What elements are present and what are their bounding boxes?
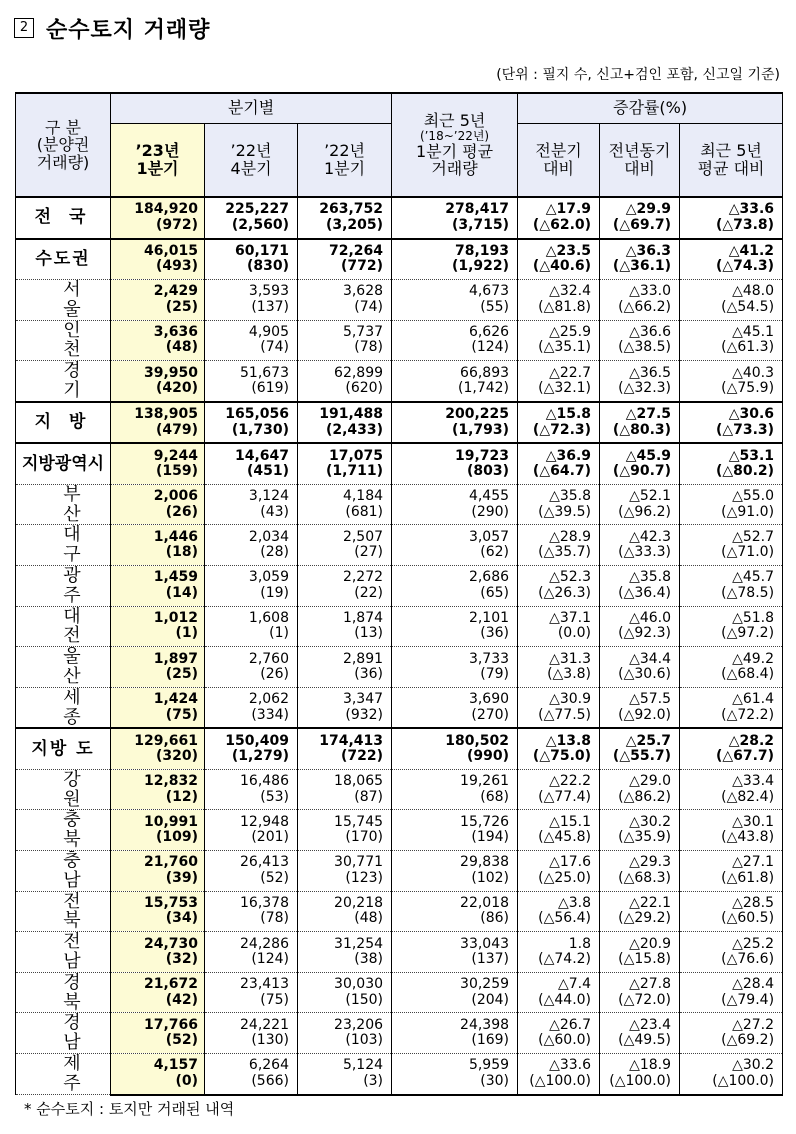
table-row — [16, 320, 783, 361]
table-cell: △18.9 (△100.0) — [600, 1054, 680, 1095]
table-row — [16, 728, 783, 769]
table-row — [16, 1054, 783, 1095]
table-cell: △36.5 (△32.3) — [600, 361, 680, 402]
table-cell: △40.3 (△75.9) — [680, 361, 783, 402]
table-cell: △32.4 (△81.8) — [518, 280, 600, 321]
table-cell: 30,259 (204) — [392, 972, 518, 1013]
table-cell: 29,838 (102) — [392, 851, 518, 892]
table-cell: 12,948 (201) — [205, 810, 298, 851]
table-cell: 72,264 (772) — [298, 239, 392, 280]
table-cell: 24,398 (169) — [392, 1013, 518, 1054]
table-cell: 2,891 (36) — [298, 647, 392, 688]
table-cell: △25.9 (△35.1) — [518, 320, 600, 361]
table-cell: △29.0 (△86.2) — [600, 769, 680, 810]
land-transaction-table — [15, 92, 783, 1096]
table-cell: 1,608 (1) — [205, 606, 298, 647]
table-row — [16, 687, 783, 728]
table-cell: △52.7 (△71.0) — [680, 525, 783, 566]
table-row — [16, 851, 783, 892]
table-cell: △13.8 (△75.0) — [518, 728, 600, 769]
row-label: 세 종 — [16, 687, 111, 728]
table-cell: 2,006 (26) — [111, 484, 205, 525]
table-cell: 16,378 (78) — [205, 891, 298, 932]
table-cell: △42.3 (△33.3) — [600, 525, 680, 566]
row-label: 제 주 — [16, 1054, 111, 1095]
table-cell: 1,424 (75) — [111, 687, 205, 728]
table-cell: △23.4 (△49.5) — [600, 1013, 680, 1054]
page-title: 순수토지 거래량 — [46, 17, 211, 43]
table-cell: 4,905 (74) — [205, 320, 298, 361]
table-cell: 1,446 (18) — [111, 525, 205, 566]
table-cell: △25.7 (△55.7) — [600, 728, 680, 769]
row-label: 전 남 — [16, 932, 111, 973]
table-cell: 191,488 (2,433) — [298, 402, 392, 444]
table-cell: △55.0 (△91.0) — [680, 484, 783, 525]
table-cell: △30.6 (△73.3) — [680, 402, 783, 444]
table-row — [16, 525, 783, 566]
table-cell: △15.1 (△45.8) — [518, 810, 600, 851]
header-avg-compare: 최근 5년 평균 대비 — [680, 123, 783, 197]
table-cell: 16,486 (53) — [205, 769, 298, 810]
row-label: 대 구 — [16, 525, 111, 566]
table-cell: 3,628 (74) — [298, 280, 392, 321]
table-cell: 4,157 (0) — [111, 1054, 205, 1095]
table-cell: 180,502 (990) — [392, 728, 518, 769]
table-cell: △27.5 (△80.3) — [600, 402, 680, 444]
table-cell: △57.5 (△92.0) — [600, 687, 680, 728]
table-cell: 60,171 (830) — [205, 239, 298, 280]
table-cell: △51.8 (△97.2) — [680, 606, 783, 647]
row-label: 지방 도 — [16, 728, 111, 769]
table-cell: △33.4 (△82.4) — [680, 769, 783, 810]
row-label: 수도권 — [16, 239, 111, 280]
table-cell: △22.7 (△32.1) — [518, 361, 600, 402]
table-cell: 39,950 (420) — [111, 361, 205, 402]
table-row — [16, 443, 783, 484]
table-row — [16, 361, 783, 402]
unit-note: (단위 : 필지 수, 신고+검인 포함, 신고일 기준) — [496, 67, 780, 83]
row-label: 충 남 — [16, 851, 111, 892]
table-cell: △25.2 (△76.6) — [680, 932, 783, 973]
table-row — [16, 810, 783, 851]
table-cell: 4,673 (55) — [392, 280, 518, 321]
table-cell: 6,626 (124) — [392, 320, 518, 361]
table-cell: 10,991 (109) — [111, 810, 205, 851]
table-cell: 4,184 (681) — [298, 484, 392, 525]
table-cell: 23,413 (75) — [205, 972, 298, 1013]
table-cell: 51,673 (619) — [205, 361, 298, 402]
row-label: 경 기 — [16, 361, 111, 402]
table-cell: △28.9 (△35.7) — [518, 525, 600, 566]
table-cell: 2,272 (22) — [298, 565, 392, 606]
header-prev-quarter: 전분기 대비 — [518, 123, 600, 197]
table-cell: 19,723 (803) — [392, 443, 518, 484]
header-avg5: 최근 5년 (’18~’22년) 1분기 평균 거래량 — [392, 93, 518, 197]
table-cell: 2,062 (334) — [205, 687, 298, 728]
table-cell: △36.6 (△38.5) — [600, 320, 680, 361]
table-cell: △52.3 (△26.3) — [518, 565, 600, 606]
header-q23-1: ’23년 1분기 — [111, 123, 205, 197]
table-cell: △29.9 (△69.7) — [600, 197, 680, 239]
table-cell: △41.2 (△74.3) — [680, 239, 783, 280]
table-cell: △36.9 (△64.7) — [518, 443, 600, 484]
row-label: 강 원 — [16, 769, 111, 810]
table-cell: 22,018 (86) — [392, 891, 518, 932]
table-cell: 4,455 (290) — [392, 484, 518, 525]
table-cell: △28.4 (△79.4) — [680, 972, 783, 1013]
table-row — [16, 972, 783, 1013]
section-number: 2 — [14, 18, 34, 38]
table-cell: 2,760 (26) — [205, 647, 298, 688]
table-cell: 3,690 (270) — [392, 687, 518, 728]
table-cell: 17,075 (1,711) — [298, 443, 392, 484]
table-cell: 2,686 (65) — [392, 565, 518, 606]
table-cell: △33.0 (△66.2) — [600, 280, 680, 321]
table-cell: 31,254 (38) — [298, 932, 392, 973]
table-cell: 66,893 (1,742) — [392, 361, 518, 402]
table-cell: 2,034 (28) — [205, 525, 298, 566]
table-cell: △52.1 (△96.2) — [600, 484, 680, 525]
row-label: 경 북 — [16, 972, 111, 1013]
table-cell: △45.1 (△61.3) — [680, 320, 783, 361]
table-cell: 30,030 (150) — [298, 972, 392, 1013]
row-label: 울 산 — [16, 647, 111, 688]
table-row — [16, 891, 783, 932]
table-cell: 19,261 (68) — [392, 769, 518, 810]
table-row — [16, 565, 783, 606]
table-cell: △30.2 (△100.0) — [680, 1054, 783, 1095]
table-cell: △26.7 (△60.0) — [518, 1013, 600, 1054]
table-cell: △28.2 (△67.7) — [680, 728, 783, 769]
table-cell: △22.1 (△29.2) — [600, 891, 680, 932]
table-cell: △20.9 (△15.8) — [600, 932, 680, 973]
header-prev-year: 전년동기 대비 — [600, 123, 680, 197]
table-cell: △29.3 (△68.3) — [600, 851, 680, 892]
header-change: 증감률(%) — [518, 93, 783, 123]
table-row — [16, 1013, 783, 1054]
table-cell: 33,043 (137) — [392, 932, 518, 973]
row-label: 충 북 — [16, 810, 111, 851]
table-cell: 150,409 (1,279) — [205, 728, 298, 769]
table-row — [16, 606, 783, 647]
table-cell: 30,771 (123) — [298, 851, 392, 892]
table-cell: 5,959 (30) — [392, 1054, 518, 1095]
table-row — [16, 239, 783, 280]
table-cell: △34.4 (△30.6) — [600, 647, 680, 688]
table-cell: △3.8 (△56.4) — [518, 891, 600, 932]
table-cell: 78,193 (1,922) — [392, 239, 518, 280]
table-cell: 6,264 (566) — [205, 1054, 298, 1095]
row-label: 서 울 — [16, 280, 111, 321]
table-cell: △27.2 (△69.2) — [680, 1013, 783, 1054]
table-cell: 12,832 (12) — [111, 769, 205, 810]
table-cell: △7.4 (△44.0) — [518, 972, 600, 1013]
table-cell: △45.7 (△78.5) — [680, 565, 783, 606]
table-cell: 3,733 (79) — [392, 647, 518, 688]
table-cell: 3,057 (62) — [392, 525, 518, 566]
table-cell: △22.2 (△77.4) — [518, 769, 600, 810]
table-cell: 15,726 (194) — [392, 810, 518, 851]
table-cell: △35.8 (△36.4) — [600, 565, 680, 606]
table-cell: 21,760 (39) — [111, 851, 205, 892]
table-cell: 1,012 (1) — [111, 606, 205, 647]
table-cell: △28.5 (△60.5) — [680, 891, 783, 932]
table-cell: 138,905 (479) — [111, 402, 205, 444]
table-cell: 200,225 (1,793) — [392, 402, 518, 444]
table-cell: 1.8 (△74.2) — [518, 932, 600, 973]
table-row — [16, 932, 783, 973]
table-cell: 26,413 (52) — [205, 851, 298, 892]
table-cell: 14,647 (451) — [205, 443, 298, 484]
table-cell: 23,206 (103) — [298, 1013, 392, 1054]
table-cell: 2,507 (27) — [298, 525, 392, 566]
header-q22-1: ’22년 1분기 — [298, 123, 392, 197]
row-label: 지 방 — [16, 402, 111, 444]
header-quarterly: 분기별 — [111, 93, 392, 123]
table-cell: △30.2 (△35.9) — [600, 810, 680, 851]
table-cell: △30.1 (△43.8) — [680, 810, 783, 851]
table-cell: 3,124 (43) — [205, 484, 298, 525]
table-cell: 225,227 (2,560) — [205, 197, 298, 239]
section-title — [14, 10, 210, 46]
footnote: * 순수토지 : 토지만 거래된 내역 — [24, 1100, 235, 1118]
table-cell: 263,752 (3,205) — [298, 197, 392, 239]
table-cell: △31.3 (△3.8) — [518, 647, 600, 688]
table-cell: △45.9 (△90.7) — [600, 443, 680, 484]
table-cell: 46,015 (493) — [111, 239, 205, 280]
table-cell: △46.0 (△92.3) — [600, 606, 680, 647]
table-cell: 15,745 (170) — [298, 810, 392, 851]
table-cell: 165,056 (1,730) — [205, 402, 298, 444]
table-cell: △27.1 (△61.8) — [680, 851, 783, 892]
table-cell: 24,730 (32) — [111, 932, 205, 973]
table-cell: 2,101 (36) — [392, 606, 518, 647]
table-cell: 174,413 (722) — [298, 728, 392, 769]
table-cell: 3,636 (48) — [111, 320, 205, 361]
table-row — [16, 769, 783, 810]
table-cell: 1,459 (14) — [111, 565, 205, 606]
row-label: 광 주 — [16, 565, 111, 606]
table-cell: 3,347 (932) — [298, 687, 392, 728]
table-row — [16, 484, 783, 525]
table-cell: △49.2 (△68.4) — [680, 647, 783, 688]
table-cell: △17.6 (△25.0) — [518, 851, 600, 892]
table-cell: △37.1 (0.0) — [518, 606, 600, 647]
row-label: 인 천 — [16, 320, 111, 361]
table-cell: 3,593 (137) — [205, 280, 298, 321]
table-cell: 24,221 (130) — [205, 1013, 298, 1054]
table-cell: △15.8 (△72.3) — [518, 402, 600, 444]
table-row — [16, 280, 783, 321]
table-cell: △48.0 (△54.5) — [680, 280, 783, 321]
table-cell: △30.9 (△77.5) — [518, 687, 600, 728]
table-cell: 15,753 (34) — [111, 891, 205, 932]
row-label: 지방광역시 — [16, 443, 111, 484]
table-cell: 24,286 (124) — [205, 932, 298, 973]
table-cell: 20,218 (48) — [298, 891, 392, 932]
table-cell: 1,897 (25) — [111, 647, 205, 688]
table-row — [16, 197, 783, 239]
table-cell: △17.9 (△62.0) — [518, 197, 600, 239]
row-label: 전 국 — [16, 197, 111, 239]
table-row — [16, 402, 783, 444]
table-cell: △35.8 (△39.5) — [518, 484, 600, 525]
table-cell: 3,059 (19) — [205, 565, 298, 606]
table-cell: 2,429 (25) — [111, 280, 205, 321]
table-cell: △36.3 (△36.1) — [600, 239, 680, 280]
row-label: 대 전 — [16, 606, 111, 647]
header-q22-4: ’22년 4분기 — [205, 123, 298, 197]
table-cell: △61.4 (△72.2) — [680, 687, 783, 728]
table-cell: △33.6 (△73.8) — [680, 197, 783, 239]
table-cell: △23.5 (△40.6) — [518, 239, 600, 280]
table-cell: 184,920 (972) — [111, 197, 205, 239]
table-cell: △27.8 (△72.0) — [600, 972, 680, 1013]
table-cell: 17,766 (52) — [111, 1013, 205, 1054]
table-cell: 9,244 (159) — [111, 443, 205, 484]
row-label: 전 북 — [16, 891, 111, 932]
row-label: 부 산 — [16, 484, 111, 525]
table-cell: 278,417 (3,715) — [392, 197, 518, 239]
table-cell: 21,672 (42) — [111, 972, 205, 1013]
table-cell: △53.1 (△80.2) — [680, 443, 783, 484]
row-label: 경 남 — [16, 1013, 111, 1054]
table-cell: 62,899 (620) — [298, 361, 392, 402]
table-cell: 5,124 (3) — [298, 1054, 392, 1095]
table-row — [16, 647, 783, 688]
header-category: 구 분 (분양권 거래량) — [16, 93, 111, 197]
table-cell: 18,065 (87) — [298, 769, 392, 810]
table-cell: 129,661 (320) — [111, 728, 205, 769]
table-cell: △33.6 (△100.0) — [518, 1054, 600, 1095]
table-cell: 5,737 (78) — [298, 320, 392, 361]
table-cell: 1,874 (13) — [298, 606, 392, 647]
